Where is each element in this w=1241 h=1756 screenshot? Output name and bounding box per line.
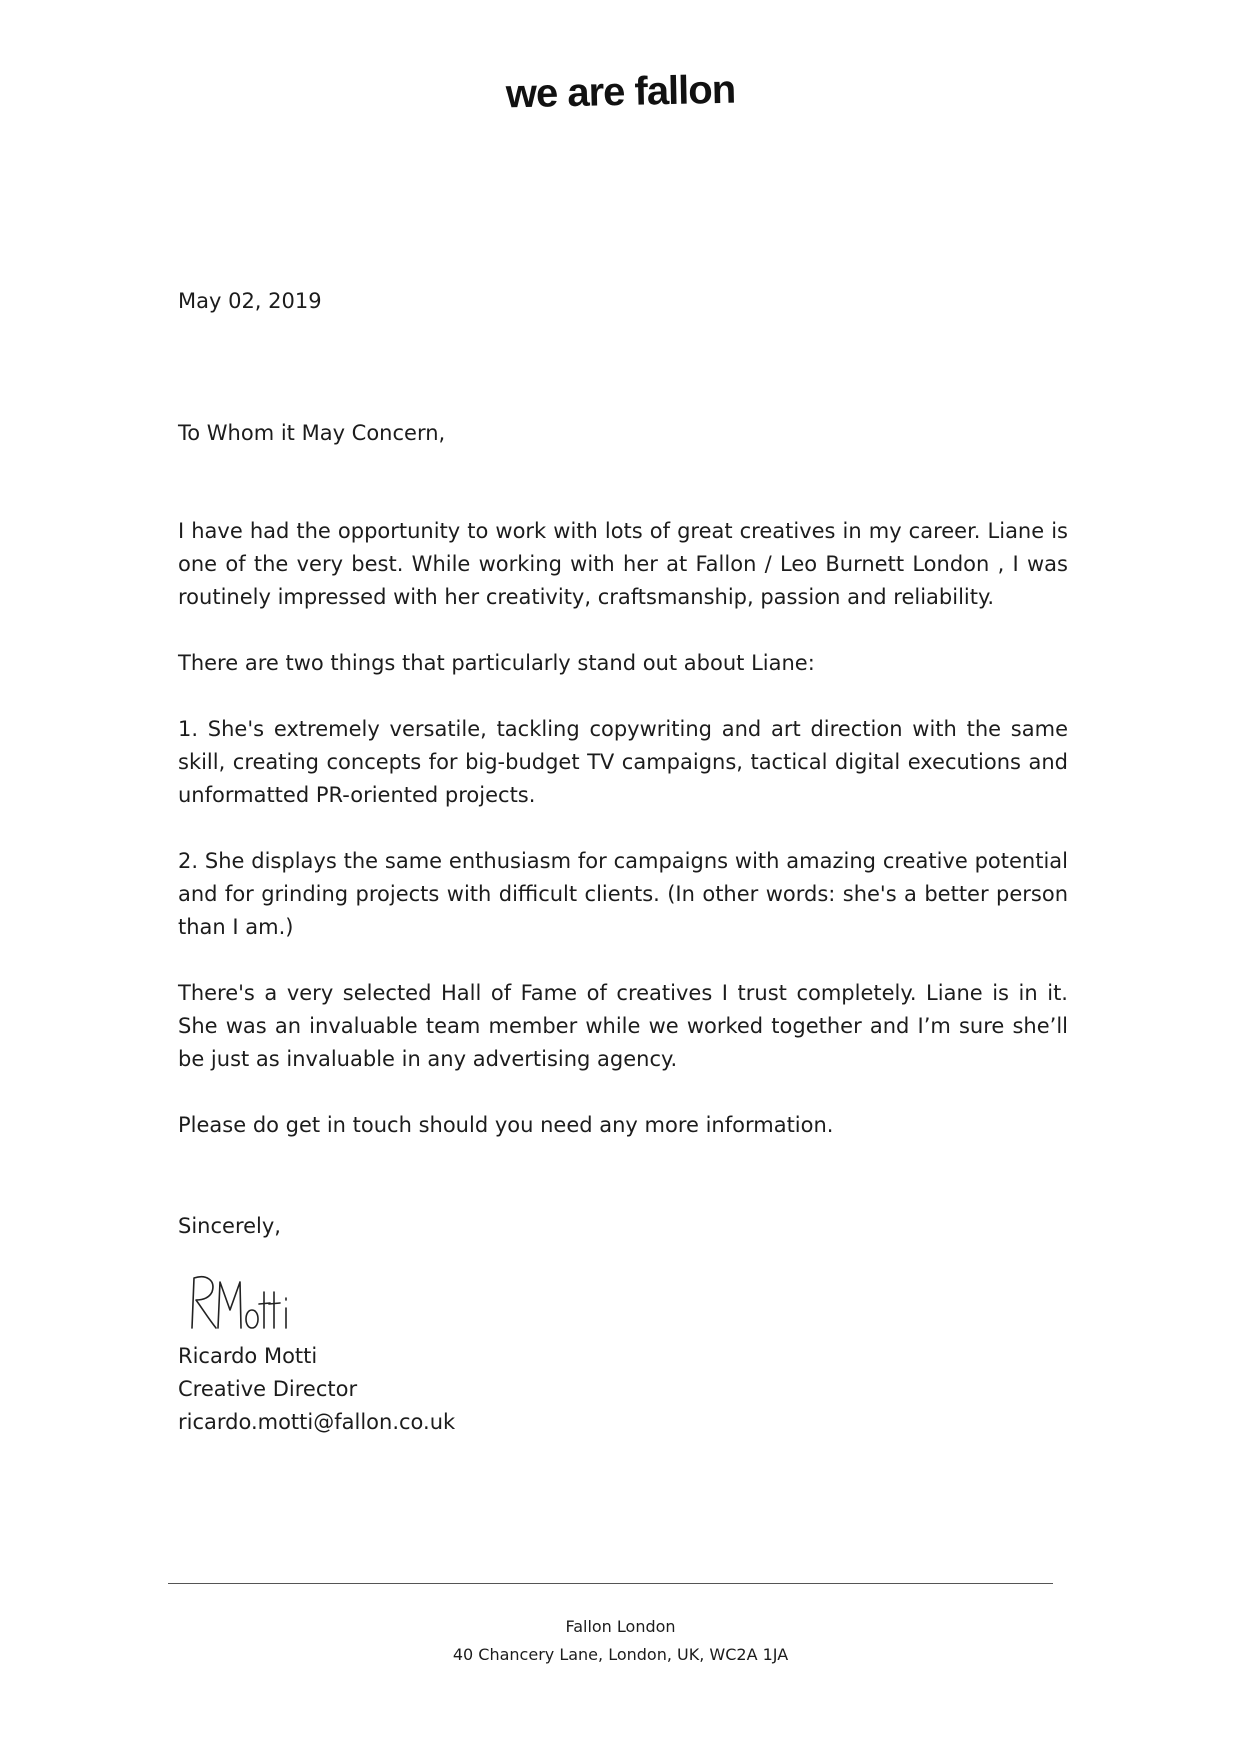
letter-paragraphs (178, 515, 1068, 1175)
paragraph-contact: Please do get in touch should you need any more information. (178, 1113, 834, 1137)
signer-email: ricardo.motti@fallon.co.uk (178, 1410, 456, 1434)
footer-divider (168, 1583, 1053, 1584)
signer-name: Ricardo Motti (178, 1344, 318, 1368)
salutation: To Whom it May Concern, (178, 421, 446, 445)
paragraph-hall-of-fame: There's a very selected Hall of Fame of creatives I trust completely. Liane is in it. She was an invaluable team member while we worked together and I’m sure she’ll be just as invaluable in any advertising agency. (178, 981, 1068, 1071)
paragraph-point-2: 2. She displays the same enthusiasm for campaigns with amazing creative potential and for grinding projects with difficult clients. (In other words: she's a better person than I am.) (178, 849, 1068, 939)
paragraph-lead-in: There are two things that particularly stand out about Liane: (178, 651, 815, 675)
footer-company: Fallon London (565, 1617, 676, 1636)
footer (0, 1613, 1241, 1669)
signature-block (178, 1340, 455, 1439)
signer-title: Creative Director (178, 1377, 358, 1401)
handwritten-signature (186, 1270, 296, 1334)
company-logo: we are fallon (505, 67, 736, 117)
closing: Sincerely, (178, 1214, 281, 1238)
letter-date: May 02, 2019 (178, 289, 322, 313)
paragraph-intro: I have had the opportunity to work with lots of great creatives in my career. Liane is one of the very best. While working with her at Fallon / Leo Burnett London , I was routinely impressed with her creativity, craftsmanship, passion and reliability. (178, 519, 1068, 609)
footer-address: 40 Chancery Lane, London, UK, WC2A 1JA (452, 1645, 789, 1664)
paragraph-point-1: 1. She's extremely versatile, tackling copywriting and art direction with the same skill, creating concepts for big-budget TV campaigns, tactical digital executions and unformatted PR-oriented projects. (178, 717, 1068, 807)
